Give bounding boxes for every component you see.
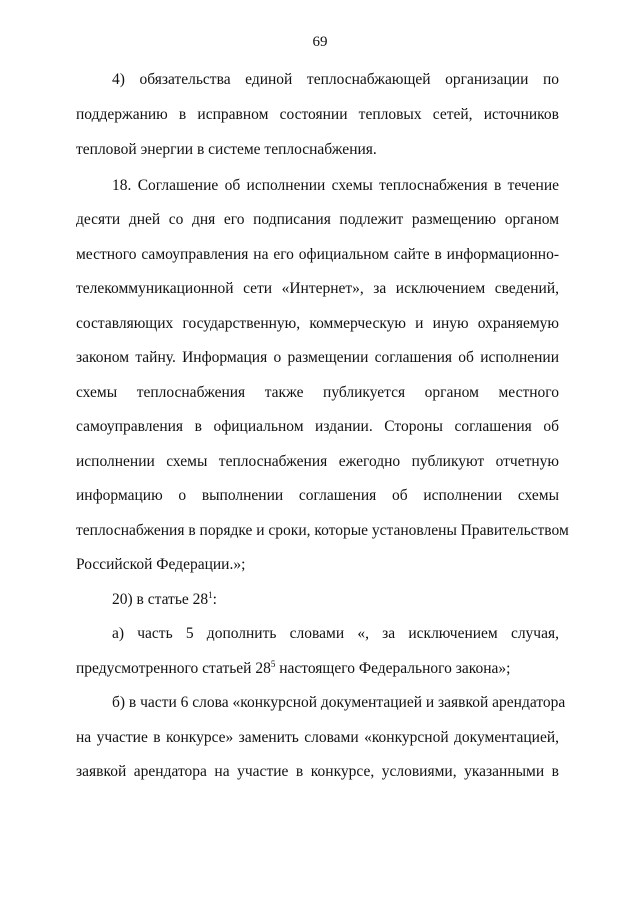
text-line: теплоснабжения в порядке и сроки, которые установлены Правительством bbox=[76, 522, 569, 539]
text-line: поддержанию в исправном состоянии тепловых сетей, источников bbox=[76, 106, 559, 123]
text-line: Российской Федерации.»; bbox=[76, 556, 246, 573]
superscript: 5 bbox=[270, 659, 276, 669]
page-number: 69 bbox=[312, 34, 328, 50]
text-line: тепловой энергии в системе теплоснабжения. bbox=[76, 141, 377, 158]
text-line: местного самоуправления на его официальном сайте в информационно- bbox=[76, 246, 559, 263]
text-line: а) часть 5 дополнить словами «, за исключением случая, bbox=[112, 625, 559, 642]
superscript: 1 bbox=[208, 590, 213, 600]
text-line-with-superscript bbox=[76, 659, 559, 679]
text-line: самоуправления в официальном издании. Стороны соглашения об bbox=[76, 418, 559, 435]
text-line: б) в части 6 слова «конкурсной документацией и заявкой арендатора bbox=[112, 694, 566, 711]
text-line-with-superscript bbox=[112, 590, 559, 610]
text-line: 18. Соглашение об исполнении схемы теплоснабжения в течение bbox=[112, 177, 559, 194]
line-text: 20) в статье 28 bbox=[112, 591, 209, 608]
text-line: десяти дней со дня его подписания подлежит размещению органом bbox=[76, 211, 559, 228]
text-line: законом тайну. Информация о размещении соглашения об исполнении bbox=[76, 349, 559, 366]
line-text: предусмотренного статьей 28 bbox=[76, 660, 271, 677]
text-line: схемы теплоснабжения также публикуется органом местного bbox=[76, 384, 559, 401]
line-text: : bbox=[212, 591, 217, 608]
line-text: настоящего Федерального закона»; bbox=[275, 660, 511, 677]
text-line: 4) обязательства единой теплоснабжающей организации по bbox=[112, 71, 559, 88]
text-line: информацию о выполнении соглашения об исполнении схемы bbox=[76, 487, 559, 504]
text-line: заявкой арендатора на участие в конкурсе, условиями, указанными в bbox=[76, 763, 559, 780]
text-line: исполнении схемы теплоснабжения ежегодно публикуют отчетную bbox=[76, 453, 559, 470]
text-line: телекоммуникационной сети «Интернет», за исключением сведений, bbox=[76, 280, 559, 297]
text-line: на участие в конкурсе» заменить словами «конкурсной документацией, bbox=[76, 729, 559, 746]
text-line: составляющих государственную, коммерческую и иную охраняемую bbox=[76, 315, 559, 332]
